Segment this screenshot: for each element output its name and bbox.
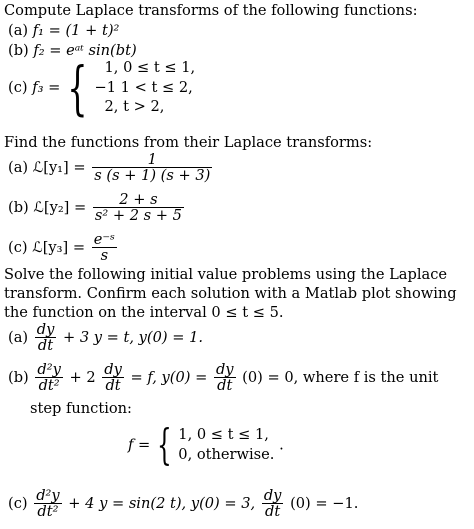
item-c-piecewise: (c) f₃ = { 1, 0 ≤ t ≤ 1, −1 1 < t ≤ 2, 2, t > 2, bbox=[8, 53, 196, 122]
item-a: (a) f₁ = (1 + t)² bbox=[8, 22, 120, 39]
inverse-a: (a) ℒ[y₁] = $\frac{1}{s (s + 1) (s + 3)}$ bbox=[8, 151, 211, 185]
left-brace: { bbox=[67, 53, 88, 122]
ivp-intro-3: the function on the interval 0 ≤ t ≤ 5. bbox=[4, 304, 284, 321]
item-b: (b) f₂ = eᵃᵗ sin(bt) bbox=[8, 42, 137, 59]
intro-text: Compute Laplace transforms of the following functions: bbox=[4, 2, 418, 19]
ivp-a: (a) $\frac{dy}{dt}$ + 3 y = t, y(0) = 1. bbox=[8, 321, 203, 355]
ivp-b-line2: step function: bbox=[30, 400, 132, 417]
inverse-c: (c) ℒ[y₃] = $\frac{\text{e⁻ˢ}}{s}$ bbox=[8, 231, 115, 265]
cases: 1, 0 ≤ t ≤ 1, −1 1 < t ≤ 2, 2, t > 2, bbox=[94, 59, 196, 116]
cases: 1, 0 ≤ t ≤ 1, 0, otherwise. bbox=[178, 426, 275, 463]
ivp-c: (c) $\frac{\text{d²y}}{\text{dt²}}$ + 4 y = sin(2 t), y(0) = 3, $\frac{dy}{dt}$ (0) = −1. bbox=[8, 487, 359, 521]
inverse-intro: Find the functions from their Laplace transforms: bbox=[4, 134, 373, 151]
inverse-b: (b) ℒ[y₂] = $\frac{2 + s}{\text{s² + 2 s + 5}}$ bbox=[8, 191, 182, 225]
step-function: f = { 1, 0 ≤ t ≤ 1, 0, otherwise. . bbox=[128, 420, 284, 469]
ivp-intro-1: Solve the following initial value problems using the Laplace bbox=[4, 266, 448, 283]
ivp-intro-2: transform. Confirm each solution with a Matlab plot showing bbox=[4, 285, 457, 302]
ivp-b: (b) $\frac{\text{d²y}}{\text{dt²}}$ + 2 $\frac{dy}{dt}$ = f, y(0) = $\frac{dy}{dt}$ (0) = 0, where f is the unit bbox=[8, 361, 439, 395]
left-brace: { bbox=[156, 420, 172, 469]
